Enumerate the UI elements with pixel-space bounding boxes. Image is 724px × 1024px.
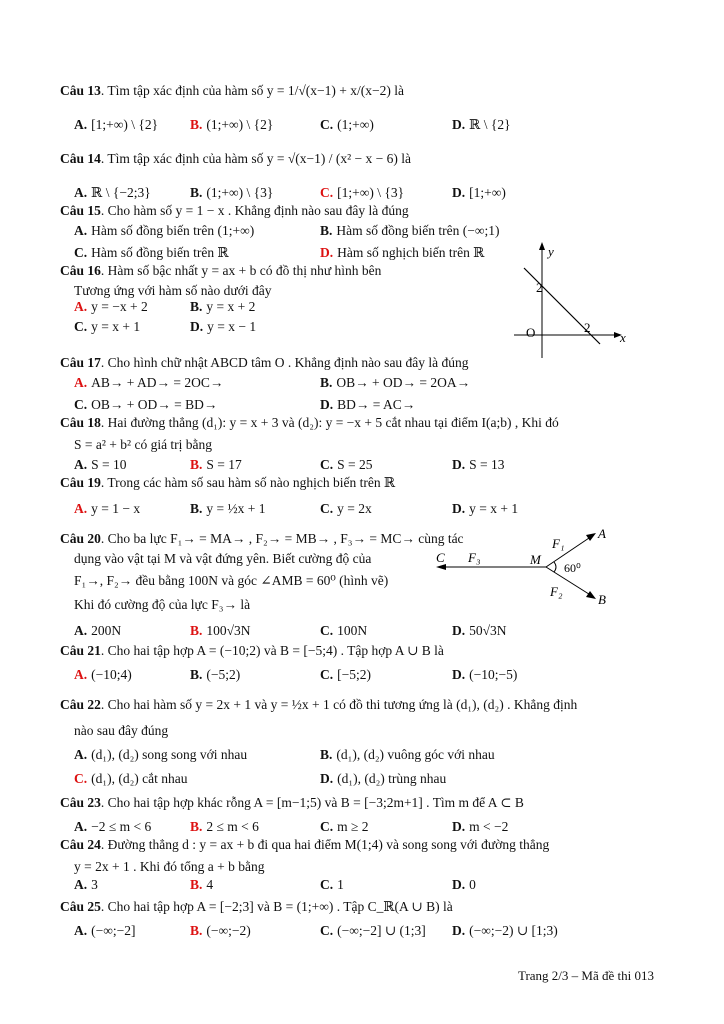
option-q23-d[interactable] (452, 818, 508, 836)
option-text: (−10;−5) (469, 667, 518, 682)
option-text: S = 13 (469, 457, 505, 472)
question-text: . Hàm số bậc nhất y = ax + b có đồ thị như hình bên (100, 263, 382, 278)
origin-label: O (526, 325, 536, 340)
option-text: S = 25 (337, 457, 373, 472)
option-letter: C. (320, 667, 334, 682)
question-text: . Tìm tập xác định của hàm số y = √(x−1) / (x² − x − 6) là (100, 151, 411, 166)
option-letter: D. (190, 319, 204, 334)
question-label: Câu 17 (60, 355, 101, 370)
label-a: A (598, 526, 606, 541)
question-text: . Cho hai tập hợp A = [−2;3] và B = (1;+∞) . Tập C_ℝ(A ∪ B) là (100, 899, 453, 914)
option-q14-b[interactable] (190, 184, 273, 202)
question-text: . Cho hai hàm số y = 2x + 1 và y = ½x + 1 có đồ thi tương ứng là (d₁), (d₂) . Khẳng định (100, 697, 578, 712)
option-text: y = ½x + 1 (206, 501, 266, 516)
option-letter: B. (190, 623, 203, 638)
option-text: (−5;2) (206, 667, 241, 682)
option-q15-d[interactable] (320, 244, 484, 262)
option-letter: A. (74, 923, 88, 938)
option-text: −2 ≤ m < 6 (91, 819, 152, 834)
option-letter: D. (452, 185, 466, 200)
option-text: (1;+∞) \ {2} (206, 117, 274, 132)
question-text: . Cho hàm số y = 1 − x . Khẳng định nào sau đây là đúng (100, 203, 409, 218)
question-q24-line2: y = 2x + 1 . Khi đó tổng a + b bằng (74, 859, 265, 874)
question-text: . Đường thẳng d : y = ax + b đi qua hai điểm M(1;4) và song song với đường thẳng (100, 837, 550, 852)
question-q25 (60, 898, 660, 916)
question-label: Câu 24 (60, 837, 101, 852)
option-letter: C. (74, 771, 88, 786)
option-text: OB→ + OD→ = 2OA→ (336, 375, 471, 390)
option-text: S = 10 (91, 457, 127, 472)
option-letter: A. (74, 747, 88, 762)
option-q22-b[interactable] (320, 746, 495, 764)
angle-arc (554, 562, 556, 572)
option-q21-b[interactable] (190, 666, 240, 684)
option-letter: C. (74, 319, 88, 334)
option-q21-a[interactable] (74, 666, 132, 684)
question-q20-line3: F₁→, F₂→ đều bằng 100N và góc ∠AMB = 60⁰ (hình vẽ) (74, 573, 389, 588)
option-text: OB→ + OD→ = BD→ (91, 397, 218, 412)
option-letter: A. (74, 375, 88, 390)
option-text: Hàm số nghịch biến trên ℝ (337, 245, 485, 260)
question-label: Câu 16 (60, 263, 101, 278)
option-text: Hàm số đồng biến trên (1;+∞) (91, 223, 255, 238)
label-angle: 60⁰ (564, 561, 581, 575)
y-axis-arrow (539, 242, 545, 250)
option-letter: A. (74, 117, 88, 132)
option-letter: D. (320, 771, 334, 786)
option-q23-b[interactable] (190, 818, 259, 836)
option-letter: A. (74, 185, 88, 200)
question-text: . Trong các hàm số sau hàm số nào nghịch biến trên ℝ (100, 475, 396, 490)
option-q13-c[interactable] (320, 116, 374, 134)
option-text: (d₁), (d₂) cắt nhau (91, 771, 188, 786)
option-q23-a[interactable] (74, 818, 151, 836)
option-q15-c[interactable] (74, 244, 229, 262)
question-text: . Tìm tập xác định của hàm số y = 1/√(x−1) + x/(x−2) là (100, 83, 404, 98)
option-q25-b[interactable] (190, 922, 251, 940)
question-label: Câu 13 (60, 83, 101, 98)
label-c: C (436, 550, 445, 565)
option-q20-d[interactable] (452, 622, 507, 640)
option-letter: B. (190, 877, 203, 892)
option-letter: B. (320, 747, 333, 762)
question-q13 (60, 82, 660, 100)
y-intercept-label: 2 (536, 280, 543, 295)
option-text: Hàm số đồng biến trên ℝ (91, 245, 229, 260)
option-text: y = x − 1 (207, 319, 257, 334)
option-q23-c[interactable] (320, 818, 369, 836)
option-text: 100√3N (206, 623, 251, 638)
option-letter: A. (74, 223, 88, 238)
label-f3: F₃ (468, 550, 481, 565)
option-text: (1;+∞) \ {3} (206, 185, 274, 200)
option-text: S = 17 (206, 457, 242, 472)
option-letter: B. (190, 117, 203, 132)
option-letter: B. (190, 299, 203, 314)
question-label: Câu 15 (60, 203, 101, 218)
option-letter: D. (452, 667, 466, 682)
option-text: 3 (91, 877, 98, 892)
question-q17 (60, 354, 660, 372)
option-q19-b[interactable] (190, 500, 266, 518)
option-q16-c[interactable] (74, 318, 140, 336)
option-q25-d[interactable] (452, 922, 558, 940)
question-text: . Cho hai tập hợp A = (−10;2) và B = [−5;4) . Tập hợp A ∪ B là (100, 643, 444, 658)
option-q19-a[interactable] (74, 500, 140, 518)
question-text: . Cho hai tập hợp khác rỗng A = [m−1;5) và B = [−3;2m+1] . Tìm m để A ⊂ B (100, 795, 524, 810)
option-q21-d[interactable] (452, 666, 517, 684)
question-q24 (60, 836, 660, 854)
question-text: . Cho ba lực F₁→ = MA→ , F₂→ = MB→ , F₃→ = MC→ cùng tác (100, 531, 464, 546)
option-letter: D. (320, 397, 334, 412)
label-f2: F₂ (550, 584, 563, 599)
option-letter: A. (74, 299, 88, 314)
x-axis-label: x (620, 330, 626, 345)
option-text: (−∞;−2] ∪ (1;3] (337, 923, 426, 938)
option-q22-a[interactable] (74, 746, 247, 764)
question-label: Câu 21 (60, 643, 101, 658)
option-q16-a[interactable] (74, 298, 148, 316)
option-q17-b[interactable] (320, 374, 470, 392)
option-letter: C. (320, 877, 334, 892)
option-text: ℝ \ {2} (469, 117, 511, 132)
option-text: y = x + 2 (206, 299, 256, 314)
option-q19-d[interactable] (452, 500, 518, 518)
option-q17-a[interactable] (74, 374, 223, 392)
option-letter: B. (190, 667, 203, 682)
option-letter: D. (452, 923, 466, 938)
option-text: m < −2 (469, 819, 509, 834)
option-text: 2 ≤ m < 6 (206, 819, 259, 834)
option-q16-d[interactable] (190, 318, 256, 336)
option-text: Hàm số đồng biến trên (−∞;1) (336, 223, 500, 238)
option-q24-a[interactable] (74, 876, 98, 894)
question-q16 (60, 262, 660, 280)
option-q15-a[interactable] (74, 222, 254, 240)
option-text: y = −x + 2 (91, 299, 148, 314)
question-q21 (60, 642, 660, 660)
question-q14 (60, 150, 660, 168)
question-q20 (60, 530, 660, 548)
question-q22-line2: nào sau đây đúng (74, 723, 169, 738)
option-q24-c[interactable] (320, 876, 344, 894)
option-text: (−∞;−2) ∪ [1;3) (469, 923, 558, 938)
option-text: (−∞;−2] (91, 923, 136, 938)
question-q16-line2: Tương ứng với hàm số nào dưới đây (74, 283, 272, 298)
y-axis-label: y (548, 244, 554, 259)
option-text: 50√3N (469, 623, 507, 638)
option-letter: D. (452, 819, 466, 834)
option-q17-d[interactable] (320, 396, 415, 414)
option-letter: C. (320, 501, 334, 516)
option-letter: B. (320, 223, 333, 238)
option-text: ℝ \ {−2;3} (91, 185, 151, 200)
option-text: BD→ = AC→ (337, 397, 416, 412)
option-text: 200N (91, 623, 122, 638)
option-q13-d[interactable] (452, 116, 511, 134)
option-q25-c[interactable] (320, 922, 426, 940)
question-label: Câu 23 (60, 795, 101, 810)
option-q13-a[interactable] (74, 116, 158, 134)
question-label: Câu 18 (60, 415, 101, 430)
question-label: Câu 19 (60, 475, 101, 490)
option-text: y = 2x (337, 501, 372, 516)
option-text: AB→ + AD→ = 2OC→ (91, 375, 224, 390)
question-label: Câu 14 (60, 151, 101, 166)
option-q18-b[interactable] (190, 456, 242, 474)
option-q22-d[interactable] (320, 770, 446, 788)
option-letter: A. (74, 819, 88, 834)
question-q23 (60, 794, 660, 812)
question-q19 (60, 474, 660, 492)
label-f1: F₁ (552, 536, 565, 551)
option-letter: D. (452, 623, 466, 638)
option-q13-b[interactable] (190, 116, 273, 134)
option-letter: B. (190, 457, 203, 472)
option-letter: D. (452, 117, 466, 132)
option-q18-c[interactable] (320, 456, 373, 474)
option-letter: C. (74, 245, 88, 260)
option-q17-c[interactable] (74, 396, 217, 414)
label-m: M (530, 552, 541, 567)
question-q18-line2: S = a² + b² có giá trị bằng (74, 437, 213, 452)
option-q15-b[interactable] (320, 222, 499, 240)
option-letter: A. (74, 501, 88, 516)
option-text: (d₁), (d₂) trùng nhau (337, 771, 447, 786)
x-intercept-label: 2 (584, 320, 591, 335)
option-letter: C. (320, 117, 334, 132)
option-q25-a[interactable] (74, 922, 135, 940)
option-text: y = x + 1 (469, 501, 519, 516)
question-label: Câu 22 (60, 697, 101, 712)
option-q24-d[interactable] (452, 876, 476, 894)
option-text: y = x + 1 (91, 319, 141, 334)
option-letter: D. (320, 245, 334, 260)
option-letter: C. (320, 923, 334, 938)
question-q15 (60, 202, 660, 220)
option-text: 4 (206, 877, 214, 892)
option-letter: A. (74, 457, 88, 472)
option-q14-a[interactable] (74, 184, 151, 202)
option-text: 100N (337, 623, 368, 638)
option-q18-d[interactable] (452, 456, 505, 474)
option-q21-c[interactable] (320, 666, 371, 684)
option-letter: A. (74, 623, 88, 638)
vector-mb-arrow (586, 591, 596, 599)
option-q20-b[interactable] (190, 622, 251, 640)
option-text: (−10;4) (91, 667, 132, 682)
option-text: 0 (469, 877, 476, 892)
option-letter: C. (320, 623, 334, 638)
option-text: m ≥ 2 (337, 819, 369, 834)
option-q14-d[interactable] (452, 184, 506, 202)
option-text: [1;+∞) \ {3} (337, 185, 405, 200)
option-letter: C. (320, 185, 334, 200)
option-letter: B. (190, 501, 203, 516)
option-q19-c[interactable] (320, 500, 372, 518)
option-text: y = 1 − x (91, 501, 141, 516)
option-text: [1;+∞) \ {2} (91, 117, 159, 132)
option-q18-a[interactable] (74, 456, 127, 474)
option-text: (d₁), (d₂) song song với nhau (91, 747, 248, 762)
option-q16-b[interactable] (190, 298, 255, 316)
option-text: [1;+∞) (469, 185, 506, 200)
option-letter: D. (452, 877, 466, 892)
option-text: (−∞;−2) (206, 923, 251, 938)
option-q22-c[interactable] (74, 770, 188, 788)
question-q18 (60, 414, 660, 432)
option-q20-c[interactable] (320, 622, 367, 640)
option-letter: D. (452, 501, 466, 516)
option-text: (1;+∞) (337, 117, 374, 132)
question-label: Câu 25 (60, 899, 101, 914)
option-text: [−5;2) (337, 667, 371, 682)
option-q14-c[interactable] (320, 184, 404, 202)
page-footer: Trang 2/3 – Mã đề thi 013 (517, 968, 654, 983)
option-letter: B. (190, 185, 203, 200)
option-letter: D. (452, 457, 466, 472)
option-letter: C. (320, 819, 334, 834)
option-text: (d₁), (d₂) vuông góc với nhau (336, 747, 495, 762)
option-letter: A. (74, 667, 88, 682)
option-letter: A. (74, 877, 88, 892)
option-q24-b[interactable] (190, 876, 213, 894)
option-letter: C. (320, 457, 334, 472)
option-letter: B. (190, 923, 203, 938)
question-q20-line4: Khi đó cường độ của lực F₃→ là (74, 597, 251, 612)
option-letter: B. (190, 819, 203, 834)
label-b: B (598, 592, 606, 607)
option-letter: B. (320, 375, 333, 390)
option-q20-a[interactable] (74, 622, 121, 640)
option-text: 1 (337, 877, 344, 892)
option-letter: C. (74, 397, 88, 412)
question-text: . Cho hình chữ nhật ABCD tâm O . Khẳng định nào sau đây là đúng (100, 355, 469, 370)
graph-q16 (508, 240, 638, 360)
question-text: . Hai đường thẳng (d₁): y = x + 3 và (d₂): y = −x + 5 cắt nhau tại điểm I(a;b) , Khi đó (100, 415, 559, 430)
question-q20-line2: dụng vào vật tại M và vật đứng yên. Biết cường độ của (74, 551, 372, 566)
question-label: Câu 20 (60, 531, 101, 546)
question-q22 (60, 696, 660, 714)
